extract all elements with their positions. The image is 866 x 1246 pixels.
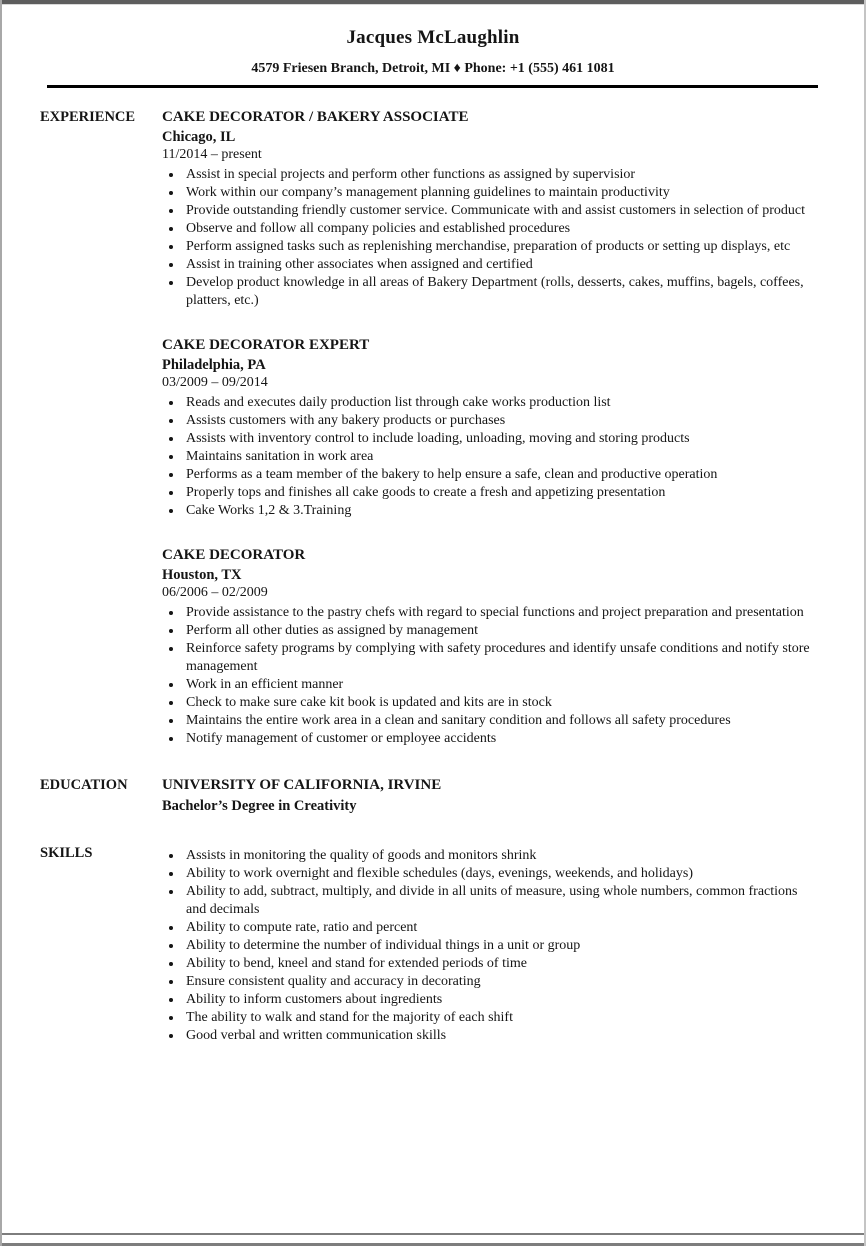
job-bullet-item: • Reads and executes daily production list through cake works production list	[183, 394, 816, 412]
job-bullet-item: • Observe and follow all company policies and established procedures	[183, 220, 816, 238]
job-bullet-list	[162, 604, 816, 748]
skill-bullet-item: • Assists in monitoring the quality of goods and monitors shrink	[183, 847, 816, 865]
job-bullet-list	[162, 394, 816, 520]
skill-bullet-item: • Ability to bend, kneel and stand for extended periods of time	[183, 955, 816, 973]
skills-bullet-list	[162, 847, 816, 1045]
education-degree: Bachelor’s Degree in Creativity	[162, 798, 357, 814]
job-bullet-item: • Notify management of customer or employee accidents	[183, 730, 816, 748]
job-bullet-item: • Performs as a team member of the bakery to help ensure a safe, clean and productive operation	[183, 466, 816, 484]
experience-section-label: EXPERIENCE	[40, 109, 136, 125]
job-title: CAKE DECORATOR	[162, 547, 306, 563]
job-bullet-item: • Provide assistance to the pastry chefs with regard to special functions and project preparation and presentation	[183, 604, 816, 622]
skill-bullet-item: • Ability to add, subtract, multiply, and divide in all units of measure, using whole numbers, common fractions and decimals	[183, 883, 816, 919]
education-school: UNIVERSITY OF CALIFORNIA, IRVINE	[162, 777, 442, 793]
job-bullet-item: • Maintains the entire work area in a clean and sanitary condition and follows all safety procedures	[183, 712, 816, 730]
job-bullet-item: • Check to make sure cake kit book is updated and kits are in stock	[183, 694, 816, 712]
skill-bullet-item: • Ability to compute rate, ratio and percent	[183, 919, 816, 937]
job-bullet-item: • Assists customers with any bakery products or purchases	[183, 412, 816, 430]
job-bullet-item: • Assist in training other associates when assigned and certified	[183, 256, 816, 274]
resume-body	[2, 88, 864, 1045]
skill-bullet-item: • The ability to walk and stand for the majority of each shift	[183, 1009, 816, 1027]
job-bullet-item: • Perform assigned tasks such as replenishing merchandise, preparation of products or setting up displays, etc	[183, 238, 816, 256]
job-entry-3	[162, 546, 816, 748]
job-bullet-item: • Develop product knowledge in all areas of Bakery Department (rolls, desserts, cakes, muffins, bagels, coffees, platters, etc.)	[183, 274, 816, 310]
job-entry-2	[162, 336, 816, 520]
section-experience	[40, 108, 816, 748]
job-bullet-item: • Maintains sanitation in work area	[183, 448, 816, 466]
education-section-label: EDUCATION	[40, 777, 128, 793]
skill-bullet-item: • Ability to determine the number of individual things in a unit or group	[183, 937, 816, 955]
person-name: Jacques McLaughlin	[346, 27, 520, 48]
skill-bullet-item: • Ability to inform customers about ingredients	[183, 991, 816, 1009]
job-location: Houston, TX	[162, 567, 242, 583]
experience-content	[162, 108, 816, 748]
education-content	[162, 776, 816, 816]
skills-content	[162, 844, 816, 1045]
job-bullet-item: • Assists with inventory control to include loading, unloading, moving and storing products	[183, 430, 816, 448]
job-bullet-item: • Properly tops and finishes all cake goods to create a fresh and appetizing presentation	[183, 484, 816, 502]
job-bullet-item: • Assist in special projects and perform other functions as assigned by supervisior	[183, 166, 816, 184]
resume-header	[2, 0, 864, 88]
job-bullet-item: • Work within our company’s management planning guidelines to maintain productivity	[183, 184, 816, 202]
job-entry-1	[162, 108, 816, 310]
job-bullet-list	[162, 166, 816, 310]
job-title: CAKE DECORATOR EXPERT	[162, 337, 370, 353]
job-bullet-item: • Work in an efficient manner	[183, 676, 816, 694]
job-dates: 03/2009 – 09/2014	[162, 375, 268, 390]
section-skills	[40, 844, 816, 1045]
section-education	[40, 776, 816, 816]
job-location: Philadelphia, PA	[162, 357, 266, 373]
job-location: Chicago, IL	[162, 129, 236, 145]
skills-section-label: SKILLS	[40, 845, 93, 861]
skill-bullet-item: • Ability to work overnight and flexible schedules (days, evenings, weekends, and holidays)	[183, 865, 816, 883]
job-bullet-item: • Reinforce safety programs by complying with safety procedures and identify unsafe conditions and notify store management	[183, 640, 816, 676]
job-bullet-item: • Cake Works 1,2 & 3.Training	[183, 502, 816, 520]
page-border-top	[2, 0, 864, 5]
skill-bullet-item: • Ensure consistent quality and accuracy in decorating	[183, 973, 816, 991]
page-border-bottom	[2, 1233, 864, 1246]
job-bullet-item: • Provide outstanding friendly customer service. Communicate with and assist customers in selection of product	[183, 202, 816, 220]
skill-bullet-item: • Good verbal and written communication skills	[183, 1027, 816, 1045]
job-dates: 11/2014 – present	[162, 147, 262, 162]
contact-line: 4579 Friesen Branch, Detroit, MI ♦ Phone: +1 (555) 461 1081	[251, 61, 615, 76]
job-dates: 06/2006 – 02/2009	[162, 585, 268, 600]
job-title: CAKE DECORATOR / BAKERY ASSOCIATE	[162, 109, 469, 125]
job-bullet-item: • Perform all other duties as assigned by management	[183, 622, 816, 640]
